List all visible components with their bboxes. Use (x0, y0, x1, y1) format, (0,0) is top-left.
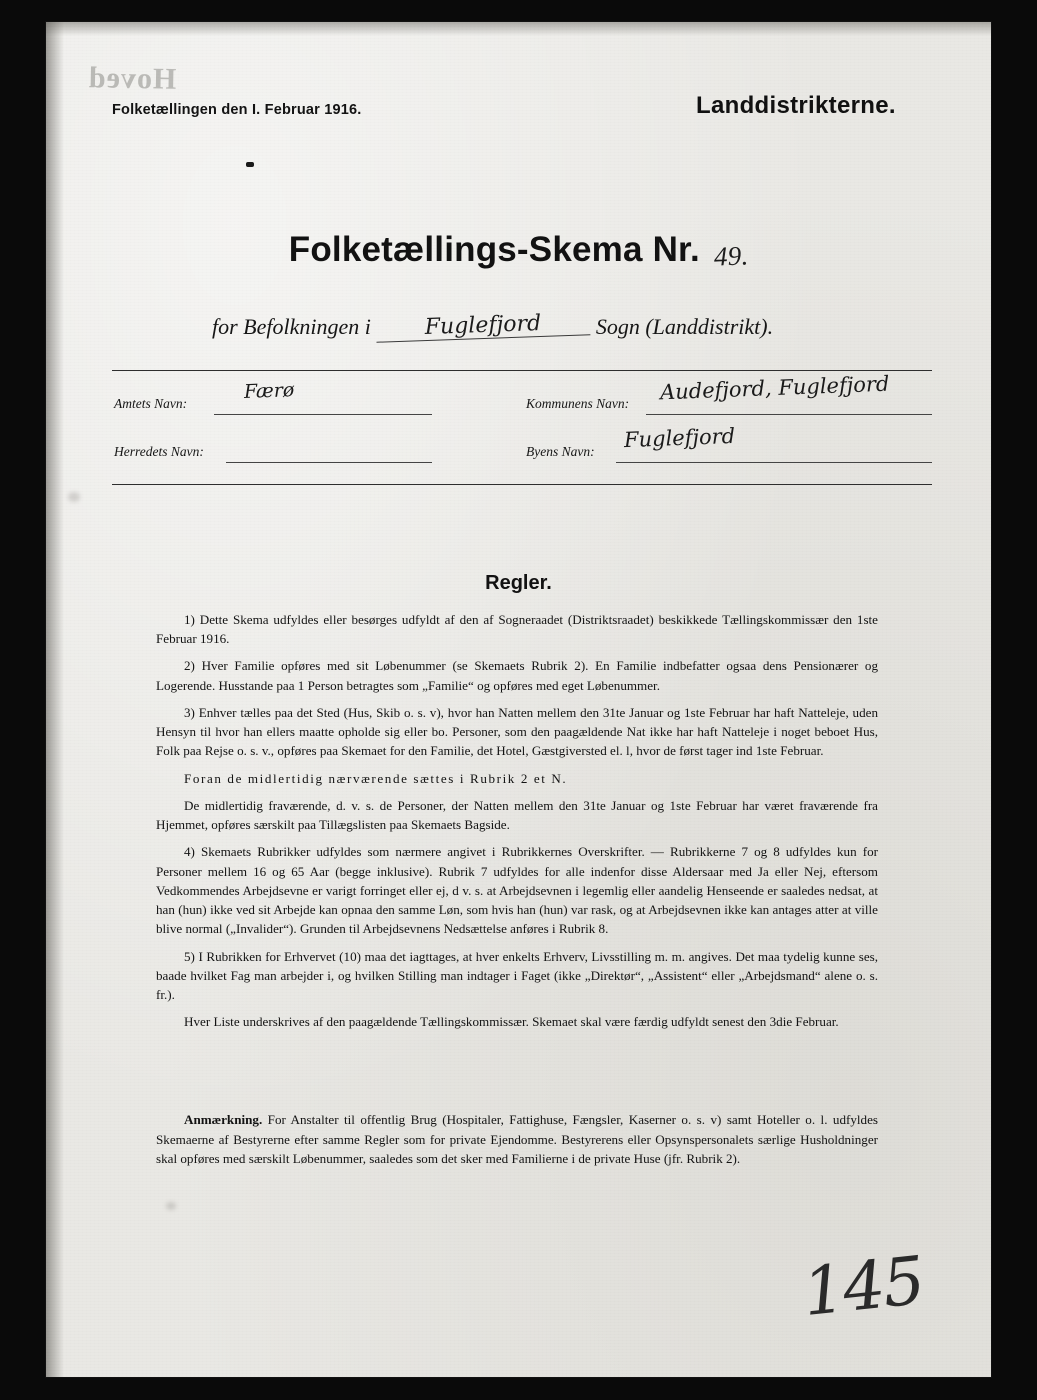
rule-item: 2) Hver Familie opføres med sit Løbenummer (se Skemaets Rubrik 2). En Familie indbefatter ogsaa dens Pensionærer og Logerende. Husstande paa 1 Person betragtes som „Familie“ og opføres med eget Løbenummer. (156, 658, 878, 693)
paper-edge-left (46, 22, 64, 1377)
rules-heading: Regler. (485, 572, 552, 594)
rule-item: 4) Skemaets Rubrikker udfyldes som nærmere angivet i Rubrikkernes Overskrifter. — Rubrikkerne 7 og 8 udfyldes kun for Personer mellem 16 og 65 Aar (begge inklusive). Rubrik 7 udfyldes for alle indenfor disse Aldersaar med Ja eller Nej, eftersom Vedkommendes Arbejdsevne er varigt forringet eller ej, d v. s. at Arbejdsevnen i legemlig eller aandelig Henseende er saaledes nedsat, at han (hun) ikke ved sit Arbejde kan opnaa den samme Løn, som hvis han (hun) var rask, og at Arbejdsevnen ikke kan antages atter at ville blive normal („Invalider“). Grunden til Arbejdsevnens Nedsættelse anføres i Rubrik 8. (156, 844, 878, 937)
field-line-amt (214, 414, 432, 415)
rule-item: 5) I Rubrikken for Erhvervet (10) maa det iagttages, at hver enkelts Erhverv, Livsstilling m. m. angives. Det maa tydelig kunne ses, baade hvilket Fag man arbejder i, og hvilken Stilling man indtager i Faget (ikke „Direktør“, „Assistent“ eller „Arbejdsmand“ alene o. s. fr.). (156, 948, 878, 1002)
paper-smudge (68, 492, 80, 502)
parish-name-value: Fuglefjord (376, 309, 591, 342)
header-left-date: Folketællingen den I. Februar 1916. (112, 102, 362, 118)
rule-item: Hver Liste underskrives af den paagældende Tællingskommissær. Skemaet skal være færdig udfyldt senest den 3die Februar. (184, 1014, 839, 1030)
divider-bottom (112, 484, 932, 485)
rules-body (156, 610, 878, 1039)
header-right-region: Landdistrikterne. (696, 92, 896, 119)
rule-item: Foran de midlertidig nærværende sættes i Rubrik 2 et N. (184, 770, 568, 786)
field-label-kommune: Kommunens Navn: (526, 396, 630, 411)
field-value-amt: Færø (243, 379, 295, 403)
field-line-herred (226, 462, 432, 463)
field-label-herred: Herredets Navn: (114, 444, 204, 459)
schema-number-value: 49. (713, 240, 749, 272)
field-line-kommune (646, 414, 932, 415)
rule-item: 3) Enhver tælles paa det Sted (Hus, Skib o. s. v), hvor han Natten mellem den 31te Januar og 1ste Februar har haft Natteleje, uden Hensyn til hvor han ellers maatte opholde sig eller bo. Personer, som den paagældende Nat ikke har haft Natteleje i noget beboet Hus, Folk paa Rejse o. s. v., opføres paa Skemaet for den Familie, det Hotel, Gæstgiversted el. l, hvor de først tager ind 1ste Februar. (156, 704, 878, 759)
paper-smudge (166, 1202, 176, 1210)
field-line-by (616, 462, 932, 463)
stray-ink-mark (246, 162, 254, 167)
parish-line (212, 310, 852, 341)
paper-edge-top (46, 22, 991, 36)
rule-item: De midlertidig fraværende, d. v. s. de Personer, der Natten mellem den 31te Januar og 1ste Februar har været fraværende fra Hjemmet, opføres særskilt paa Tillægslisten paa Skemaets Bagside. (156, 797, 878, 833)
annotation-label: Anmærkning. (184, 1112, 263, 1127)
page-title-text: Folketællings-Skema Nr. (288, 230, 700, 269)
ghost-bleed-text: Hoved (87, 61, 177, 96)
field-value-kommune: Audefjord, Fuglefjord (659, 371, 890, 405)
rule-item: 1) Dette Skema udfyldes eller besørges udfyldt af den af Sogneraadet (Distriktsraadet) beskikkede Tællingskommissær den 1ste Februar 1916. (156, 612, 878, 647)
field-value-by: Fuglefjord (623, 423, 736, 453)
parish-line-prefix: for Befolkningen i (212, 314, 371, 339)
annotation-text: For Anstalter til offentlig Brug (Hospitaler, Fattighuse, Fængsler, Kaserner o. s. v) samt Hoteller o. l. udfyldes Skemaerne af Bestyrerne efter samme Regler som for private Ejendomme. Bestyrerens eller Opsynspersonalets særlige Husholdninger skal opføres med særskilt Løbenummer, saaledes som det sker med Familierne i de private Huse (jfr. Rubrik 2). (156, 1112, 878, 1167)
archive-page-number: 145 (799, 1241, 927, 1332)
annotation-block (156, 1110, 878, 1169)
annotation-paragraph (156, 1110, 878, 1169)
census-form-page (46, 22, 991, 1377)
divider-top (112, 370, 932, 371)
parish-line-suffix: Sogn (Landdistrikt). (595, 314, 774, 339)
field-label-amt: Amtets Navn: (114, 396, 188, 411)
page-title (46, 230, 991, 270)
field-label-by: Byens Navn: (526, 444, 595, 459)
